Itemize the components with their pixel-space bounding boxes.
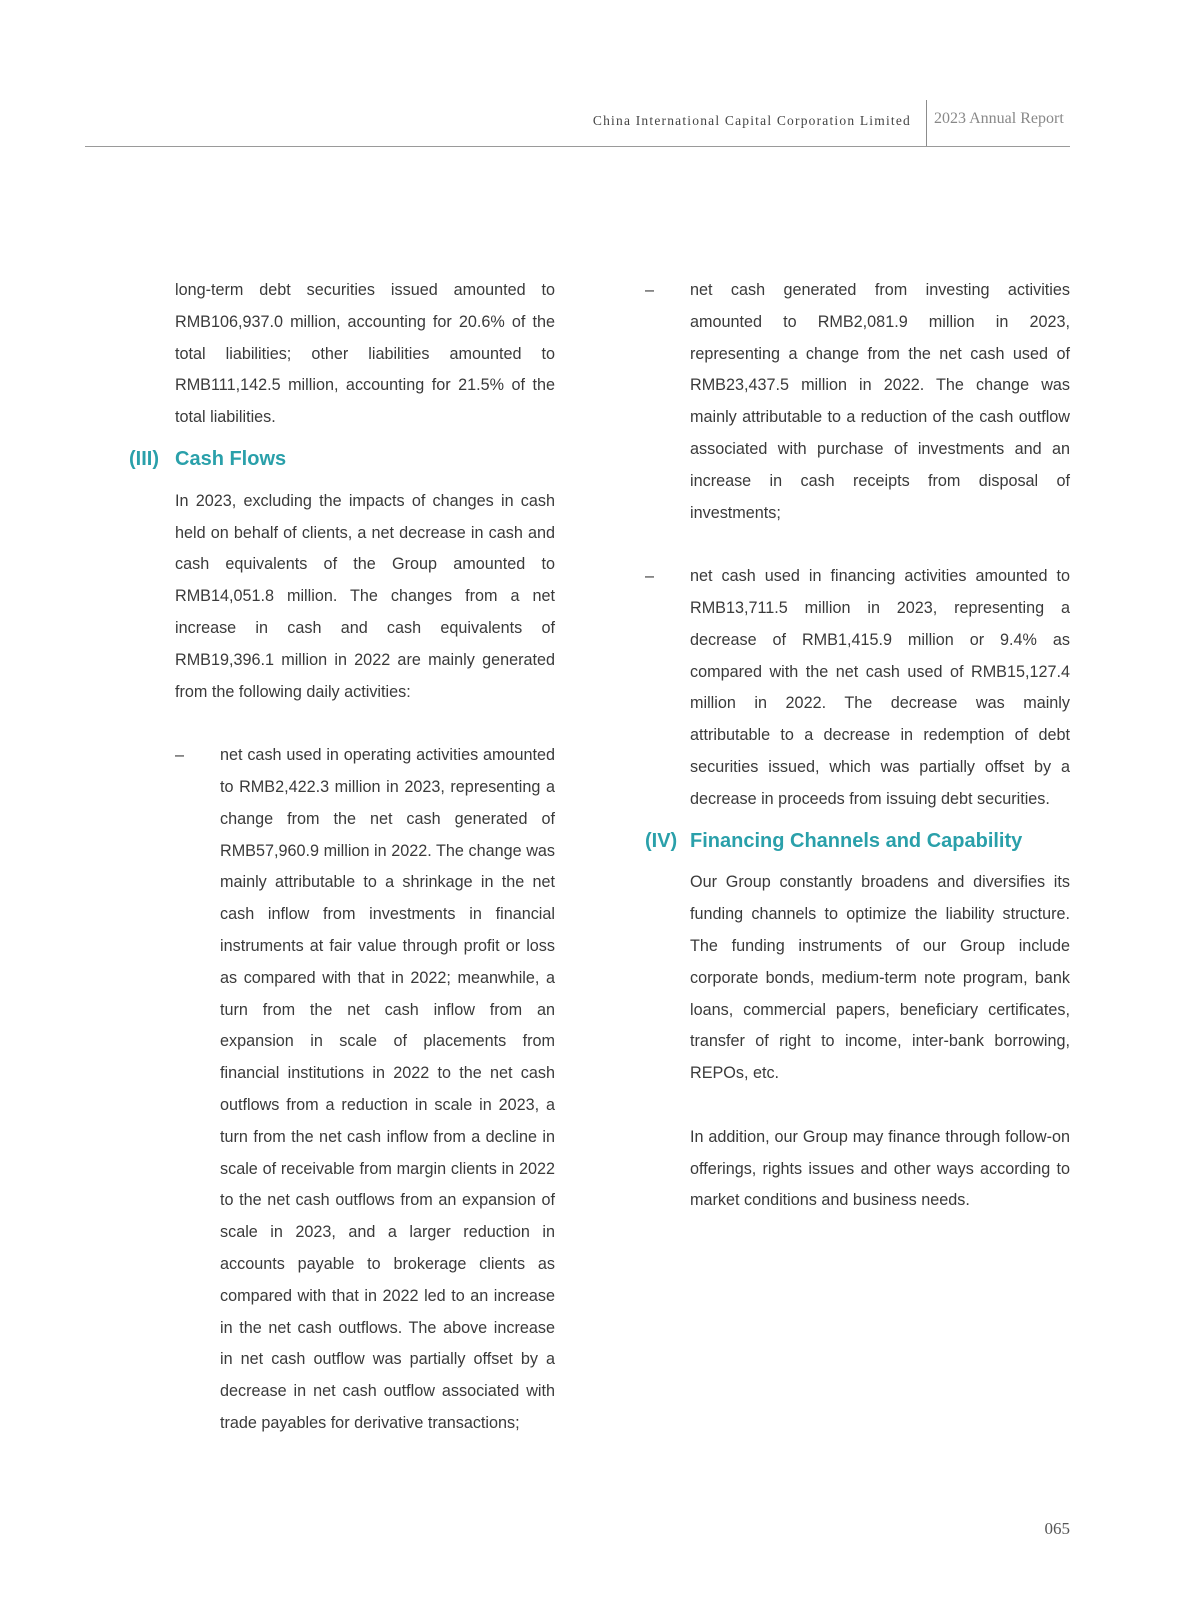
spacer: [175, 708, 555, 740]
section-iv-number: (IV): [645, 829, 678, 852]
bullet-operating-activities: [175, 740, 555, 1440]
section-iii-title: Cash Flows: [175, 447, 287, 470]
header-divider: [926, 100, 927, 146]
section-iii-heading: [129, 444, 555, 476]
page-number: 065: [1044, 1519, 1070, 1538]
left-column: [129, 275, 555, 1440]
header-rule: [85, 146, 1070, 147]
bullet-financing-text: net cash used in financing activities amounted to RMB13,711.5 million in 2023, representing a decrease of RMB1,415.9 million or 9.4% as compared with the net cash used of RMB15,127.4 million in 2022. The decrease was mainly attributable to a decrease in redemption of debt securities issued, which was partially offset by a decrease in proceeds from issuing debt securities.: [690, 567, 1070, 808]
section-iv-heading: [645, 826, 1070, 858]
bullet-dash: –: [175, 746, 185, 765]
bullet-dash: –: [645, 567, 655, 586]
bullet-investing-activities: [645, 275, 1070, 529]
spacer: [690, 1090, 1070, 1122]
cash-flows-paragraph: In 2023, excluding the impacts of changes in cash held on behalf of clients, a net decrease in cash and cash equivalents of the Group amounted to RMB14,051.8 million. The changes from a net increase in cash and cash equivalents of RMB19,396.1 million in 2022 are mainly generated from the following daily activities:: [175, 491, 555, 701]
bullet-financing-activities: [645, 561, 1070, 815]
header-company: China International Capital Corporation Limited: [592, 113, 911, 128]
intro-paragraph: long-term debt securities issued amounted to RMB106,937.0 million, accounting for 20.6% of the total liabilities; other liabilities amounted to RMB111,142.5 million, accounting for 21.5% of the total liabilities.: [175, 281, 555, 427]
section-iv-title: Financing Channels and Capability: [690, 829, 1023, 852]
financing-paragraph-2: In addition, our Group may finance through follow-on offerings, rights issues and other ways according to market conditions and business needs.: [690, 1127, 1070, 1210]
financing-paragraph-1: Our Group constantly broadens and diversifies its funding channels to optimize the liability structure. The funding instruments of our Group include corporate bonds, medium-term note program, bank loans, commercial papers, beneficiary certificates, transfer of right to income, inter-bank borrowing, REPOs, etc.: [690, 873, 1070, 1083]
bullet-operating-text: net cash used in operating activities amounted to RMB2,422.3 million in 2023, representing a change from the net cash generated of RMB57,960.9 million in 2022. The change was mainly attributable to a shrinkage in the net cash inflow from investments in financial instruments at fair value through profit or loss as compared with that in 2022; meanwhile, a turn from the net cash inflow from an expansion in scale of placements from financial institutions in 2022 to the net cash outflows from a reduction in scale in 2023, a turn from the net cash inflow from a decline in scale of receivable from margin clients in 2022 to the net cash outflows from an expansion of scale in 2023, and a larger reduction in accounts payable to brokerage clients as compared with that in 2022 led to an increase in the net cash outflows. The above increase in net cash outflow was partially offset by a decrease in net cash outflow associated with trade payables for derivative transactions;: [220, 746, 555, 1432]
section-iii-number: (III): [129, 447, 159, 470]
bullet-dash: –: [645, 281, 655, 299]
bullet-investing-text: net cash generated from investing activities amounted to RMB2,081.9 million in 2023, representing a change from the net cash used of RMB23,437.5 million in 2022. The change was mainly attributable to a reduction of the cash outflow associated with purchase of investments and an increase in cash receipts from disposal of investments;: [690, 281, 1070, 522]
header-report-title: 2023 Annual Report: [934, 110, 1064, 127]
right-column: [645, 275, 1070, 1217]
spacer: [690, 529, 1070, 561]
